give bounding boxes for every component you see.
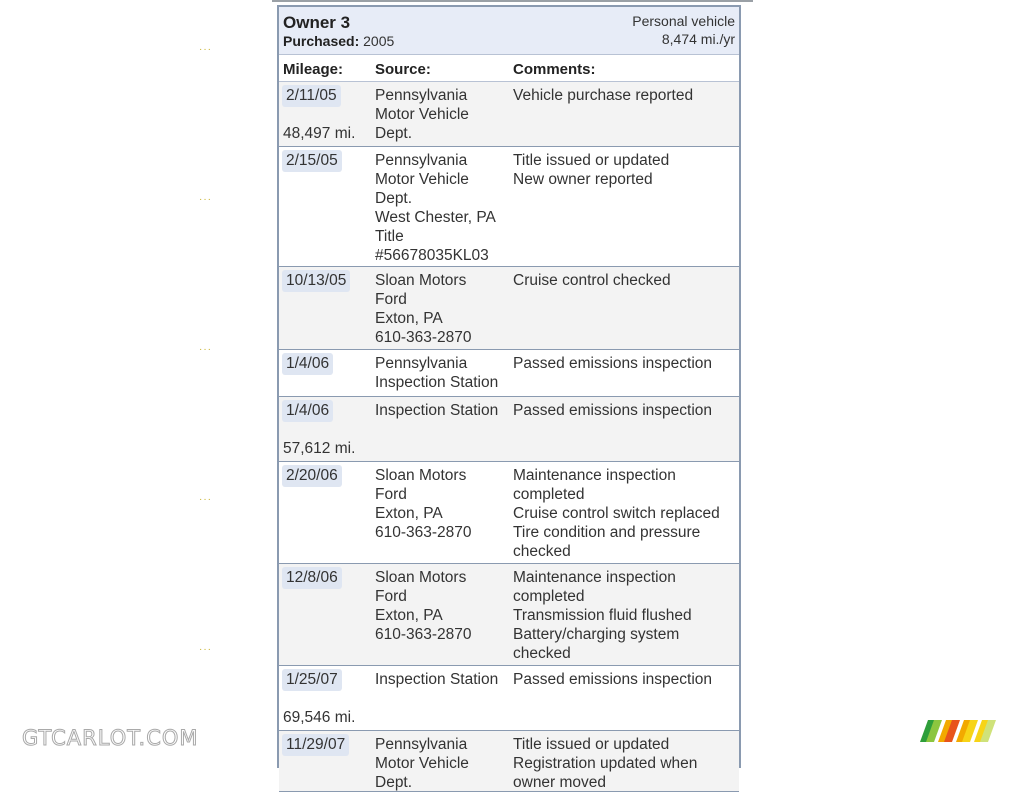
record-source (375, 466, 510, 542)
source-line: Dept. (375, 190, 413, 207)
comment-line: Cruise control switch replaced (513, 505, 720, 522)
source-line: Exton, PA (375, 607, 443, 624)
record-source (375, 670, 510, 689)
owner-history-card (277, 5, 741, 791)
decorative-dots: ··· (199, 644, 212, 655)
record-source (375, 271, 510, 347)
decorative-dots: ··· (199, 44, 212, 55)
comment-line: Registration updated when (513, 755, 698, 772)
record-comments (513, 466, 738, 561)
history-record-row (279, 350, 739, 397)
owner-title: Owner 3 (283, 13, 351, 32)
source-line: Ford (375, 291, 407, 308)
record-source (375, 568, 510, 644)
decorative-dots: ··· (199, 194, 212, 205)
comment-line: Title issued or updated (513, 736, 670, 753)
comment-line: Passed emissions inspection (513, 671, 713, 688)
source-line: 610-363-2870 (375, 329, 472, 346)
comment-line: checked (513, 543, 571, 560)
top-divider (272, 0, 753, 2)
source-line: Motor Vehicle (375, 106, 469, 123)
decorative-dots: ··· (199, 494, 212, 505)
history-record-row (279, 666, 739, 731)
comment-line: Title issued or updated (513, 152, 670, 169)
record-date: 2/20/06 (282, 465, 342, 487)
record-source (375, 86, 510, 143)
record-comments (513, 735, 738, 792)
comment-line: Battery/charging system (513, 626, 680, 643)
record-date: 10/13/05 (282, 270, 350, 292)
source-line: Sloan Motors (375, 467, 467, 484)
brand-stripes-icon (920, 720, 998, 742)
history-record-row (279, 397, 739, 462)
comment-line: owner moved (513, 774, 607, 791)
column-mileage: Mileage: (283, 61, 344, 78)
source-line: Ford (375, 588, 407, 605)
record-comments (513, 151, 738, 189)
record-comments (513, 401, 738, 420)
source-line: Motor Vehicle (375, 171, 469, 188)
source-line: #56678035KL03 (375, 247, 489, 264)
history-record-row (279, 462, 739, 564)
source-line: Inspection Station (375, 402, 499, 419)
purchase-info (283, 33, 394, 49)
history-record-row (279, 82, 739, 147)
source-line: Dept. (375, 125, 413, 142)
record-source (375, 354, 510, 392)
source-line: 610-363-2870 (375, 626, 472, 643)
history-record-row (279, 564, 739, 666)
record-comments (513, 670, 738, 689)
source-line: Pennsylvania (375, 152, 468, 169)
comment-line: Passed emissions inspection (513, 402, 713, 419)
source-line: Inspection Station (375, 374, 499, 391)
source-line: Exton, PA (375, 505, 443, 522)
purchased-label: Purchased: (283, 33, 360, 49)
comment-line: Passed emissions inspection (513, 355, 713, 372)
record-mileage: 48,497 mi. (283, 125, 356, 142)
column-headers (279, 55, 739, 82)
owner-usage (632, 12, 735, 48)
record-source (375, 401, 510, 420)
source-line: Inspection Station (375, 671, 499, 688)
source-line: West Chester, PA (375, 209, 496, 226)
record-mileage: 69,546 mi. (283, 709, 356, 726)
comment-line: checked (513, 645, 571, 662)
source-line: Pennsylvania (375, 736, 468, 753)
history-records (279, 82, 739, 792)
column-comments: Comments: (513, 61, 596, 78)
record-source (375, 735, 510, 792)
source-line: Dept. (375, 774, 413, 791)
source-line: Pennsylvania (375, 87, 468, 104)
history-record-row (279, 731, 739, 792)
gtcarlot-watermark: GTCARLOT.COM (22, 726, 199, 750)
comment-line: Tire condition and pressure (513, 524, 701, 541)
comment-line: New owner reported (513, 171, 653, 188)
history-record-row (279, 267, 739, 350)
comment-line: Transmission fluid flushed (513, 607, 692, 624)
column-source: Source: (375, 61, 431, 78)
record-comments (513, 86, 738, 105)
vehicle-type: Personal vehicle (632, 13, 735, 29)
record-date: 1/4/06 (282, 400, 333, 422)
purchased-year: 2005 (363, 33, 395, 49)
comment-line: Maintenance inspection (513, 467, 676, 484)
source-line: Title (375, 228, 404, 245)
source-line: 610-363-2870 (375, 524, 472, 541)
decorative-dots: ··· (199, 344, 212, 355)
record-date: 11/29/07 (282, 734, 349, 756)
record-comments (513, 568, 738, 663)
record-date: 12/8/06 (282, 567, 342, 589)
comment-line: completed (513, 486, 585, 503)
comment-line: Cruise control checked (513, 272, 671, 289)
source-line: Exton, PA (375, 310, 443, 327)
record-date: 2/11/05 (282, 85, 341, 107)
record-mileage: 57,612 mi. (283, 440, 356, 457)
source-line: Pennsylvania (375, 355, 468, 372)
record-date: 2/15/05 (282, 150, 342, 172)
record-comments (513, 271, 738, 290)
comment-line: Maintenance inspection (513, 569, 676, 586)
owner-header (279, 7, 739, 55)
record-comments (513, 354, 738, 373)
history-record-row (279, 147, 739, 267)
miles-per-year: 8,474 mi./yr (661, 31, 735, 47)
record-source (375, 151, 510, 265)
source-line: Sloan Motors (375, 272, 467, 289)
comment-line: completed (513, 588, 585, 605)
source-line: Motor Vehicle (375, 755, 469, 772)
comment-line: Vehicle purchase reported (513, 87, 694, 104)
record-date: 1/25/07 (282, 669, 342, 691)
source-line: Sloan Motors (375, 569, 467, 586)
record-date: 1/4/06 (282, 353, 333, 375)
source-line: Ford (375, 486, 407, 503)
